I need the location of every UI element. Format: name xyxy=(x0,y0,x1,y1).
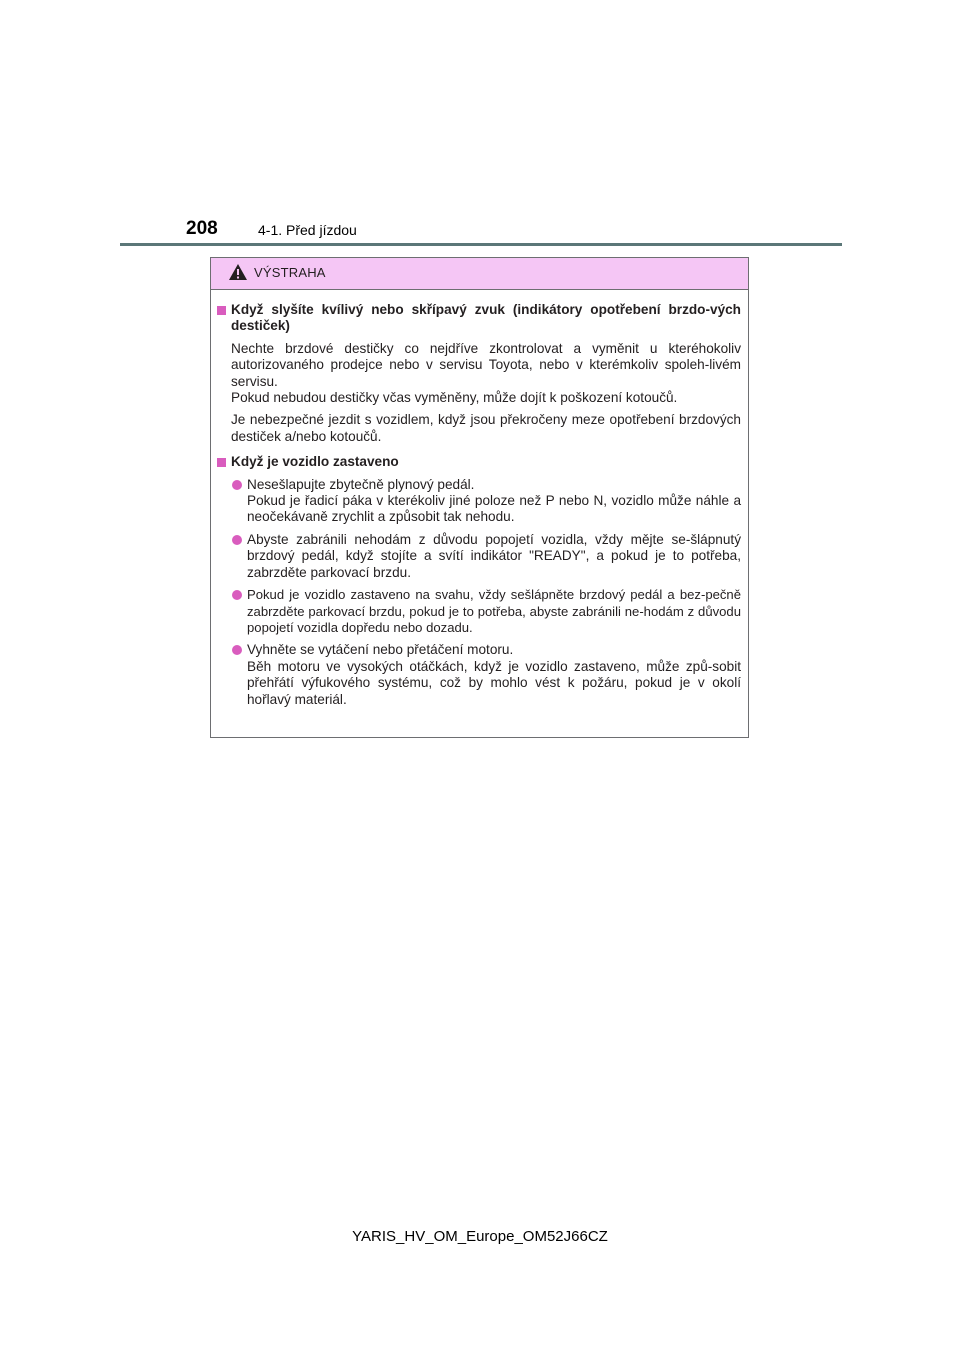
bullet-line: Vyhněte se vytáčení nebo přetáčení motoru. xyxy=(247,642,514,658)
bullet-item xyxy=(217,642,741,708)
bullet-line: Abyste zabránili nehodám z důvodu popojetí vozidla, vždy mějte se-šlápnutý brzdový pedál, když stojíte a svítí indikátor "READY", a pokud je to potřeba, zabrzděte parkovací brzdu. xyxy=(247,531,741,580)
heading-text: Když je vozidlo zastaveno xyxy=(231,454,399,470)
paragraph-line: Pokud nebudou destičky včas vyměněny, může dojít k poškození kotoučů. xyxy=(231,390,678,406)
page-number: 208 xyxy=(186,218,218,239)
paragraph-line: Nechte brzdové destičky co nejdříve zkontrolovat a vyměnit u kteréhokoliv autorizovaného prodejce nebo v servisu Toyota, nebo v kterémkoliv spoleh-livém servisu. xyxy=(231,340,741,389)
circle-bullet-icon xyxy=(232,590,242,600)
header-rule xyxy=(120,243,842,246)
bullet-item xyxy=(217,532,741,581)
bullet-item xyxy=(217,587,741,636)
section-heading xyxy=(217,454,741,470)
bullet-line: Běh motoru ve vysokých otáčkách, když je vozidlo zastaveno, může způ-sobit přehřátí výfukového systému, což by mohlo vést k požáru, pokud je v okolí hořlavý materiál. xyxy=(247,658,741,707)
warning-title: VÝSTRAHA xyxy=(254,265,326,280)
warning-body xyxy=(211,290,748,708)
document-footer: YARIS_HV_OM_Europe_OM52J66CZ xyxy=(352,1228,608,1245)
paragraph xyxy=(217,341,741,407)
circle-bullet-icon xyxy=(232,645,242,655)
bullet-item xyxy=(217,477,741,526)
circle-bullet-icon xyxy=(232,535,242,545)
square-bullet-icon xyxy=(217,306,226,315)
bullet-line: Pokud je řadicí páka v kterékoliv jiné poloze než P nebo N, vozidlo může náhle a neočekávaně zrychlit a způsobit tak nehodu. xyxy=(247,493,741,525)
circle-bullet-icon xyxy=(232,480,242,490)
section-heading xyxy=(217,302,741,335)
warning-header xyxy=(211,258,748,290)
bullet-line: Pokud je vozidlo zastaveno na svahu, vždy sešlápněte brzdový pedál a bez-pečně zabrzděte parkovací brzdu, pokud je to potřeba, abyste zabránili ne-hodám z důvodu popojetí vozidla dopředu nebo dozadu. xyxy=(247,587,741,635)
paragraph-line: Je nebezpečné jezdit s vozidlem, když jsou překročeny meze opotřebení brzdových destiček a/nebo kotoučů. xyxy=(231,412,741,444)
heading-text: Když slyšíte kvílivý nebo skřípavý zvuk (indikátory opotřebení brzdo-vých destiček) xyxy=(231,302,741,334)
paragraph xyxy=(217,412,741,445)
square-bullet-icon xyxy=(217,458,226,467)
section-title: 4-1. Před jízdou xyxy=(258,222,357,238)
warning-triangle-icon xyxy=(228,263,248,281)
bullet-line: Nesešlapujte zbytečně plynový pedál. xyxy=(247,476,475,492)
warning-box xyxy=(210,257,749,738)
